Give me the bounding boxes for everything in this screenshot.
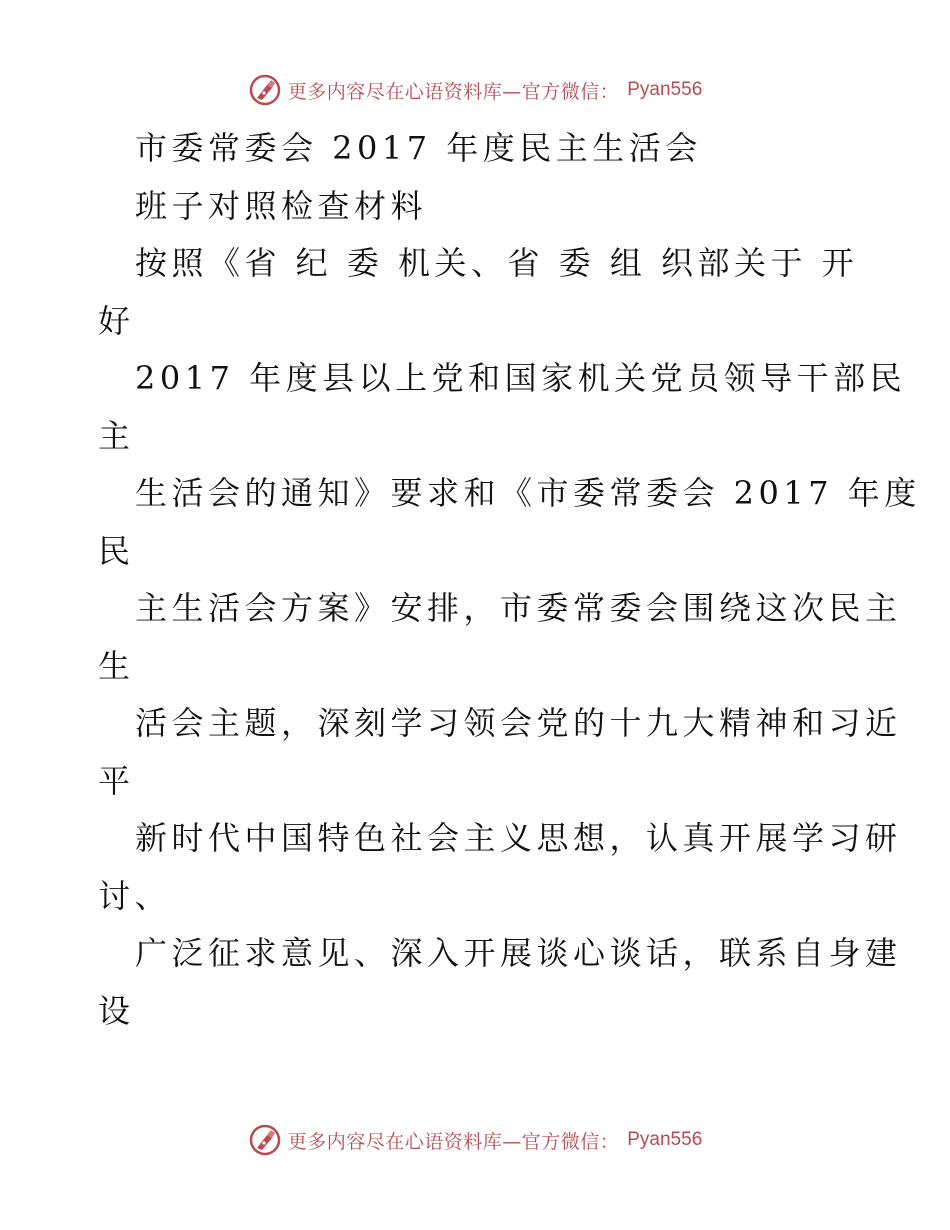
document-line: 平: [98, 761, 135, 800]
document-line: 讨、: [98, 876, 172, 915]
document-line: 按照《省 纪 委 机关、省 委 组 织部关于 开: [135, 244, 859, 282]
banner-wechat-id: Pyan556: [627, 1129, 703, 1150]
document-line: 活会主题，深刻学习领会党的十九大精神和习近: [135, 704, 902, 742]
document-line: 好: [98, 301, 135, 340]
banner-text: 更多内容尽在心语资料库—官方微信：: [287, 80, 620, 103]
document-body: [98, 120, 921, 1040]
document-line: 生活会的通知》要求和《市委常委会 2017 年度: [135, 474, 921, 512]
document-line: 生: [98, 646, 135, 685]
pen-nib-logo-icon: [248, 73, 282, 107]
document-line: 主生活会方案》安排，市委常委会围绕这次民主: [135, 589, 902, 627]
document-line: 市委常委会 2017 年度民主生活会: [135, 129, 702, 167]
document-line: 广泛征求意见、深入开展谈心谈话，联系自身建: [135, 934, 902, 972]
header-banner: [0, 70, 950, 110]
document-line: 2017 年度县以上党和国家机关党员领导干部民: [135, 359, 907, 397]
footer-banner: [0, 1120, 950, 1160]
pen-nib-logo-icon: [248, 1123, 282, 1157]
document-line: 主: [98, 416, 135, 455]
banner-text: 更多内容尽在心语资料库—官方微信：: [287, 1130, 620, 1153]
document-line: 班子对照检查材料: [135, 186, 428, 225]
document-line: 民: [98, 531, 135, 570]
banner-wechat-id: Pyan556: [627, 79, 703, 100]
document-line: 设: [98, 991, 135, 1030]
document-line: 新时代中国特色社会主义思想，认真开展学习研: [135, 819, 902, 857]
